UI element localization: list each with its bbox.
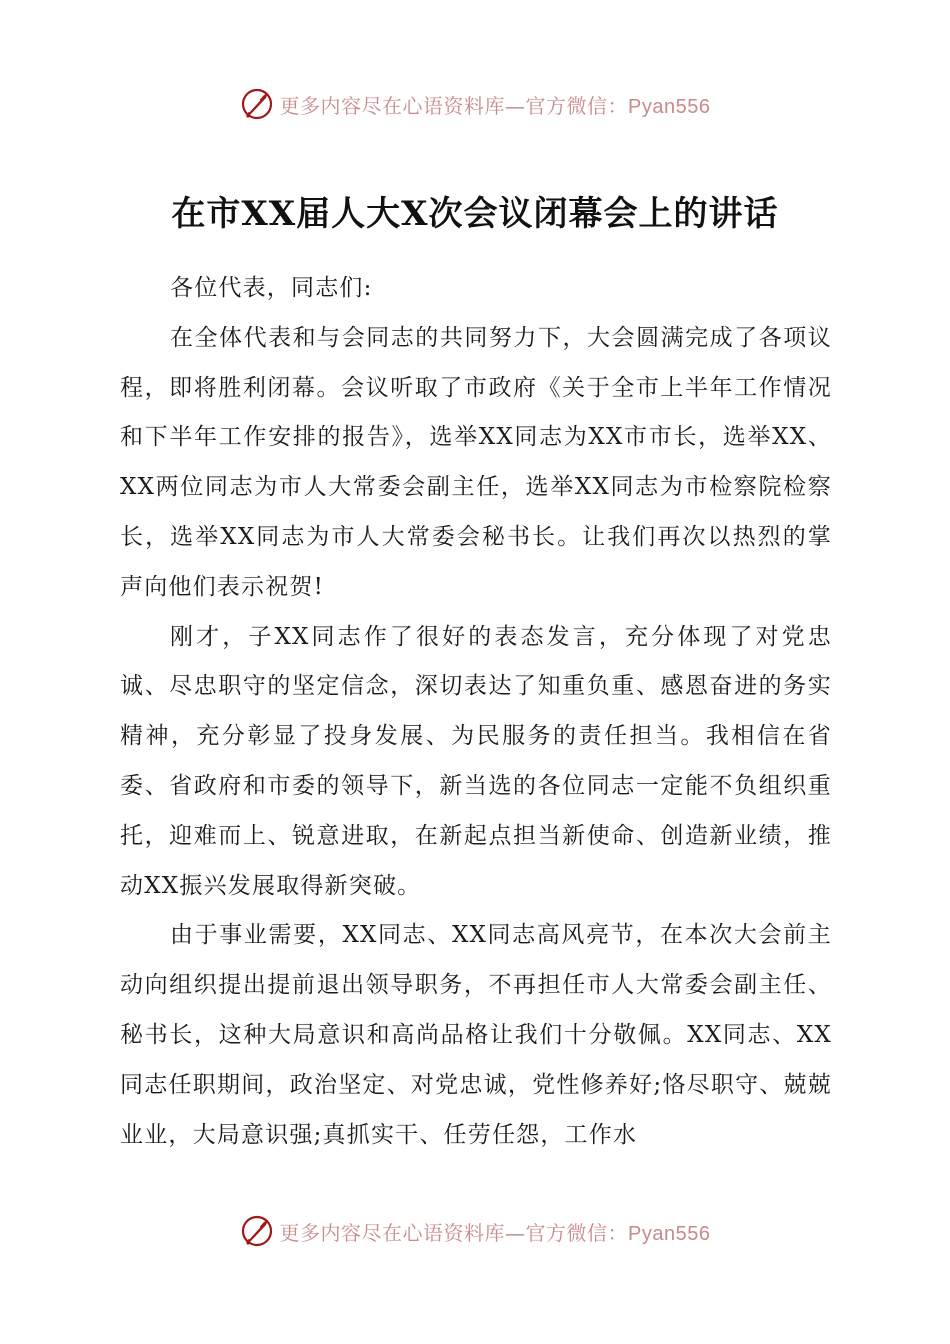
document-title: 在市XX届人大X次会议闭幕会上的讲话 — [171, 194, 779, 234]
watermark-text: 更多内容尽在心语资料库—官方微信：Pyan556 — [279, 93, 711, 118]
paragraph-2: 刚才，子XX同志作了很好的表态发言，充分体现了对党忠诚、尽忠职守的坚定信念，深切表达了知重负重、感恩奋进的务实精神，充分彰显了投身发展、为民服务的责任担当。我相信在省委、省政府和市委的领导下，新当选的各位同志一定能不负组织重托，迎难而上、锐意进取，在新起点担当新使命、创造新业绩，推动XX振兴发展取得新突破。 — [120, 623, 832, 899]
document-body — [120, 264, 832, 1160]
header-watermark — [0, 84, 950, 124]
quill-logo-icon — [240, 87, 274, 121]
watermark-text: 更多内容尽在心语资料库—官方微信：Pyan556 — [279, 1220, 711, 1245]
footer-watermark — [0, 1211, 950, 1251]
paragraph-3: 由于事业需要，XX同志、XX同志高风亮节，在本次大会前主动向组织提出提前退出领导职务，不再担任市人大常委会副主任、秘书长，这种大局意识和高尚品格让我们十分敬佩。XX同志、XX同志任职期间，政治坚定、对党忠诚，党性修养好;恪尽职守、兢兢业业，大局意识强;真抓实干、任劳任怨，工作水 — [120, 922, 832, 1148]
paragraph-greeting: 各位代表，同志们: — [170, 275, 373, 301]
watermark-account: Pyan556 — [628, 1222, 711, 1245]
watermark-account: Pyan556 — [628, 95, 711, 118]
paragraph-1: 在全体代表和与会同志的共同努力下，大会圆满完成了各项议程，即将胜利闭幕。会议听取了市政府《关于全市上半年工作情况和下半年工作安排的报告》，选举XX同志为XX市市长，选举XX、XX两位同志为市人大常委会副主任，选举XX同志为市检察院检察长，选举XX同志为市人大常委会秘书长。让我们再次以热烈的掌声向他们表示祝贺! — [120, 324, 832, 600]
quill-logo-icon — [240, 1214, 274, 1248]
